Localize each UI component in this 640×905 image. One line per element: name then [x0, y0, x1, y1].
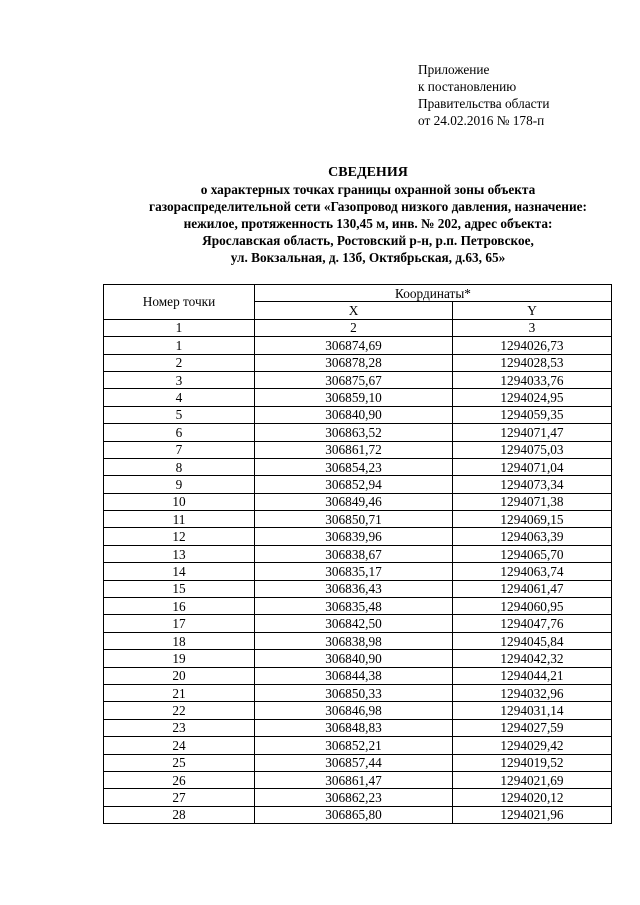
heading-line: о характерных точках границы охранной зоны объекта — [200, 182, 536, 197]
point-number-cell: 7 — [104, 441, 255, 458]
appendix-line: Приложение — [418, 62, 490, 77]
point-number-cell: 23 — [104, 719, 255, 736]
x-coordinate-cell: 306863,52 — [255, 424, 453, 441]
x-coordinate-cell: 306859,10 — [255, 389, 453, 406]
point-number-cell: 3 — [104, 371, 255, 388]
y-coordinate-cell: 1294047,76 — [453, 615, 612, 632]
y-coordinate-cell: 1294032,96 — [453, 684, 612, 701]
y-coordinate-cell: 1294044,21 — [453, 667, 612, 684]
x-coordinate-cell: 306835,48 — [255, 598, 453, 615]
x-coordinate-cell: 306862,23 — [255, 789, 453, 806]
point-number-cell: 27 — [104, 789, 255, 806]
table-row — [104, 737, 612, 754]
y-coordinate-cell: 1294069,15 — [453, 511, 612, 528]
point-number-cell: 12 — [104, 528, 255, 545]
table-row — [104, 632, 612, 649]
y-coordinate-cell: 1294075,03 — [453, 441, 612, 458]
table-row — [104, 580, 612, 597]
point-number-cell: 26 — [104, 771, 255, 788]
point-number-cell: 17 — [104, 615, 255, 632]
y-coordinate-cell: 1294029,42 — [453, 737, 612, 754]
y-coordinate-cell: 1294061,47 — [453, 580, 612, 597]
table-row — [104, 511, 612, 528]
appendix-line: к постановлению — [418, 79, 517, 94]
y-coordinate-cell: 1294027,59 — [453, 719, 612, 736]
x-coordinate-cell: 306842,50 — [255, 615, 453, 632]
table-row — [104, 667, 612, 684]
point-number-cell: 21 — [104, 684, 255, 701]
y-coordinate-cell: 1294033,76 — [453, 371, 612, 388]
header-y: Y — [453, 302, 612, 319]
point-number-cell: 14 — [104, 563, 255, 580]
x-coordinate-cell: 306836,43 — [255, 580, 453, 597]
y-coordinate-cell: 1294063,74 — [453, 563, 612, 580]
column-number: 1 — [104, 319, 255, 336]
table-row — [104, 702, 612, 719]
table-row — [104, 441, 612, 458]
x-coordinate-cell: 306874,69 — [255, 337, 453, 354]
coordinates-table — [103, 284, 612, 824]
table-row — [104, 371, 612, 388]
x-coordinate-cell: 306849,46 — [255, 493, 453, 510]
table-numbering-row — [104, 319, 612, 336]
x-coordinate-cell: 306838,98 — [255, 632, 453, 649]
point-number-cell: 6 — [104, 424, 255, 441]
y-coordinate-cell: 1294060,95 — [453, 598, 612, 615]
point-number-cell: 28 — [104, 806, 255, 823]
y-coordinate-cell: 1294028,53 — [453, 354, 612, 371]
heading-line: ул. Вокзальная, д. 13б, Октябрьская, д.63, 65» — [230, 250, 506, 265]
x-coordinate-cell: 306839,96 — [255, 528, 453, 545]
table-row — [104, 615, 612, 632]
table-row — [104, 650, 612, 667]
x-coordinate-cell: 306850,71 — [255, 511, 453, 528]
point-number-cell: 1 — [104, 337, 255, 354]
y-coordinate-cell: 1294073,34 — [453, 476, 612, 493]
point-number-cell: 2 — [104, 354, 255, 371]
table-row — [104, 493, 612, 510]
heading-line: Ярославская область, Ростовский р-н, р.п. Петровское, — [202, 233, 534, 248]
table-row — [104, 458, 612, 475]
x-coordinate-cell: 306865,80 — [255, 806, 453, 823]
x-coordinate-cell: 306861,47 — [255, 771, 453, 788]
point-number-cell: 4 — [104, 389, 255, 406]
y-coordinate-cell: 1294024,95 — [453, 389, 612, 406]
header-point-number: Номер точки — [104, 285, 255, 320]
point-number-cell: 16 — [104, 598, 255, 615]
header-x: X — [255, 302, 453, 319]
appendix-date-line: от 24.02.2016 № 178-п — [418, 113, 545, 128]
point-number-cell: 8 — [104, 458, 255, 475]
x-coordinate-cell: 306878,28 — [255, 354, 453, 371]
point-number-cell: 5 — [104, 406, 255, 423]
table-row — [104, 771, 612, 788]
table-row — [104, 528, 612, 545]
point-number-cell: 25 — [104, 754, 255, 771]
y-coordinate-cell: 1294071,04 — [453, 458, 612, 475]
y-coordinate-cell: 1294026,73 — [453, 337, 612, 354]
y-coordinate-cell: 1294019,52 — [453, 754, 612, 771]
table-row — [104, 754, 612, 771]
table-row — [104, 476, 612, 493]
point-number-cell: 13 — [104, 545, 255, 562]
heading-line: нежилое, протяженность 130,45 м, инв. № 202, адрес объекта: — [183, 216, 553, 231]
document-title: СВЕДЕНИЯ — [328, 165, 408, 180]
table-row — [104, 806, 612, 823]
table-row — [104, 684, 612, 701]
y-coordinate-cell: 1294021,96 — [453, 806, 612, 823]
point-number-cell: 9 — [104, 476, 255, 493]
x-coordinate-cell: 306840,90 — [255, 650, 453, 667]
column-number: 3 — [453, 319, 612, 336]
point-number-cell: 10 — [104, 493, 255, 510]
x-coordinate-cell: 306846,98 — [255, 702, 453, 719]
point-number-cell: 20 — [104, 667, 255, 684]
x-coordinate-cell: 306844,38 — [255, 667, 453, 684]
x-coordinate-cell: 306861,72 — [255, 441, 453, 458]
point-number-cell: 22 — [104, 702, 255, 719]
table-row — [104, 354, 612, 371]
point-number-cell: 11 — [104, 511, 255, 528]
point-number-cell: 15 — [104, 580, 255, 597]
point-number-cell: 18 — [104, 632, 255, 649]
table-header-row — [104, 285, 612, 302]
table-row — [104, 598, 612, 615]
y-coordinate-cell: 1294065,70 — [453, 545, 612, 562]
x-coordinate-cell: 306838,67 — [255, 545, 453, 562]
x-coordinate-cell: 306840,90 — [255, 406, 453, 423]
x-coordinate-cell: 306835,17 — [255, 563, 453, 580]
y-coordinate-cell: 1294045,84 — [453, 632, 612, 649]
x-coordinate-cell: 306875,67 — [255, 371, 453, 388]
point-number-cell: 19 — [104, 650, 255, 667]
table-row — [104, 406, 612, 423]
table-row — [104, 545, 612, 562]
y-coordinate-cell: 1294059,35 — [453, 406, 612, 423]
y-coordinate-cell: 1294020,12 — [453, 789, 612, 806]
point-number-cell: 24 — [104, 737, 255, 754]
x-coordinate-cell: 306854,23 — [255, 458, 453, 475]
x-coordinate-cell: 306852,21 — [255, 737, 453, 754]
table-row — [104, 389, 612, 406]
y-coordinate-cell: 1294021,69 — [453, 771, 612, 788]
x-coordinate-cell: 306857,44 — [255, 754, 453, 771]
header-coordinates: Координаты* — [255, 285, 612, 302]
x-coordinate-cell: 306848,83 — [255, 719, 453, 736]
x-coordinate-cell: 306850,33 — [255, 684, 453, 701]
x-coordinate-cell: 306852,94 — [255, 476, 453, 493]
table-row — [104, 563, 612, 580]
appendix-line: Правительства области — [418, 96, 550, 111]
table-body — [104, 337, 612, 824]
column-number: 2 — [255, 319, 453, 336]
y-coordinate-cell: 1294071,38 — [453, 493, 612, 510]
document-heading — [96, 164, 640, 266]
table-row — [104, 789, 612, 806]
heading-line: газораспределительной сети «Газопровод низкого давления, назначение: — [149, 199, 587, 214]
y-coordinate-cell: 1294042,32 — [453, 650, 612, 667]
y-coordinate-cell: 1294063,39 — [453, 528, 612, 545]
table-row — [104, 337, 612, 354]
appendix-block — [418, 61, 549, 129]
y-coordinate-cell: 1294071,47 — [453, 424, 612, 441]
table-row — [104, 424, 612, 441]
y-coordinate-cell: 1294031,14 — [453, 702, 612, 719]
table-row — [104, 719, 612, 736]
